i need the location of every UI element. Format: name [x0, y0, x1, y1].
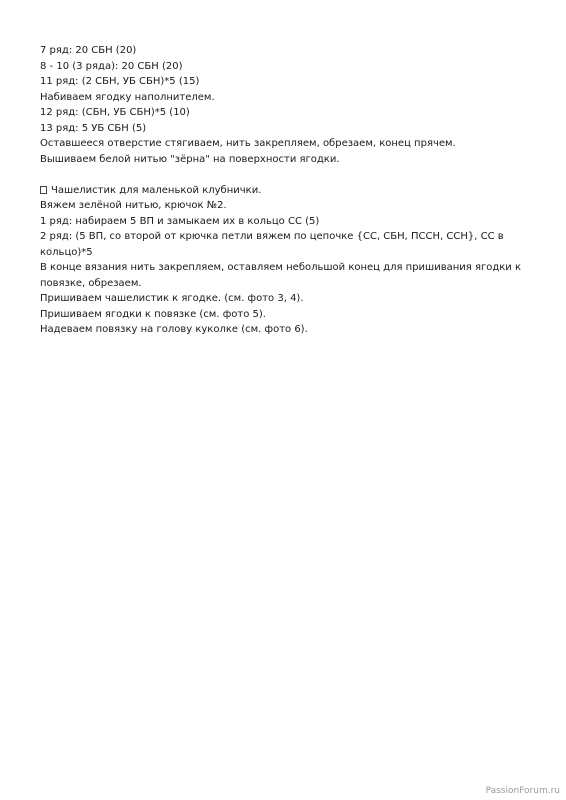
text-line: Надеваем повязку на голову куколке (см. фото 6).	[40, 324, 308, 335]
text-line: Вышиваем белой нитью "зёрна" на поверхности ягодки.	[40, 153, 340, 165]
text-line: Вяжем зелёной нитью, крючок №2.	[40, 200, 227, 211]
text-line: 2 ряд: (5 ВП, со второй от крючка петли вяжем по цепочке {СС, СБН, ПССН, ССН}, СС в	[40, 231, 504, 242]
text-line: 1 ряд: набираем 5 ВП и замыкаем их в кольцо СС (5)	[40, 215, 320, 227]
text-line: Пришиваем ягодки к повязке (см. фото 5).	[40, 308, 266, 320]
text-line: 12 ряд: (СБН, УБ СБН)*5 (10)	[40, 107, 190, 118]
paragraph-spacer	[40, 167, 540, 183]
text-line: кольцо)*5	[40, 246, 93, 258]
text-line: Набиваем ягодку наполнителем.	[40, 91, 215, 103]
text-line: Оставшееся отверстие стягиваем, нить закрепляем, обрезаем, конец прячем.	[40, 138, 456, 149]
text-line: повязке, обрезаем.	[40, 277, 142, 289]
missing-glyph-icon	[40, 186, 47, 194]
text-line: 13 ряд: 5 УБ СБН (5)	[40, 122, 147, 134]
text-line: 7 ряд: 20 СБН (20)	[40, 45, 137, 56]
section-heading-text: Чашелистик для маленькой клубнички.	[51, 184, 262, 196]
text-line: 11 ряд: (2 СБН, УБ СБН)*5 (15)	[40, 76, 200, 87]
text-line: В конце вязания нить закрепляем, оставляем небольшой конец для пришивания ягодки к	[40, 262, 522, 273]
site-watermark: PassionForum.ru	[485, 786, 560, 796]
text-line: Пришиваем чашелистик к ягодке. (см. фото 3, 4).	[40, 293, 304, 304]
document-body	[40, 43, 540, 338]
text-line: 8 - 10 (3 ряда): 20 СБН (20)	[40, 60, 183, 72]
section-heading	[40, 183, 540, 199]
